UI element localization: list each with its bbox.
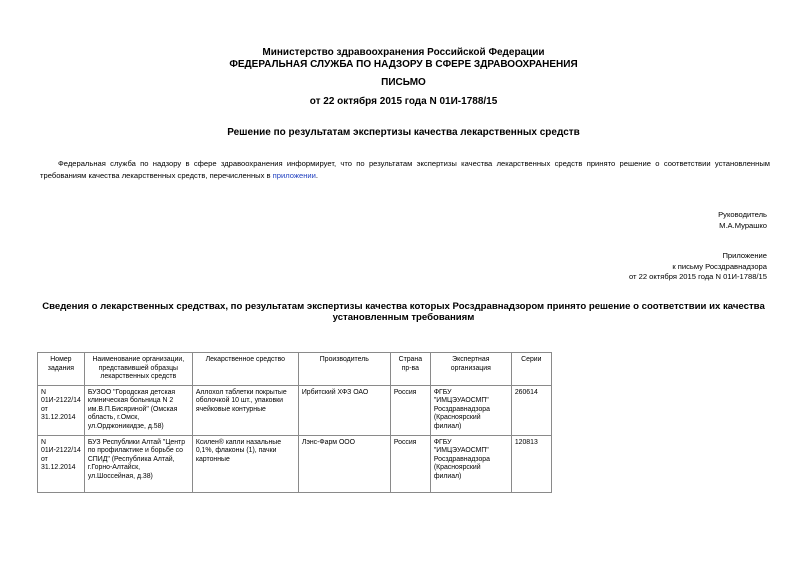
table-cell: БУЗОО "Городская детская клиническая больница N 2 им.В.П.Бисяриной" (Омская область, г.Омск, ул.Орджоникидзе, д.58)	[84, 385, 192, 435]
column-header: Страна пр-ва	[390, 353, 430, 386]
table-cell: Лэнс-Фарм ООО	[298, 435, 390, 492]
table-cell: Россия	[390, 435, 430, 492]
table-cell: N 01И-2122/14 от 31.12.2014	[38, 385, 85, 435]
table-cell: N 01И-2122/14 от 31.12.2014	[38, 435, 85, 492]
table-header-row	[38, 353, 552, 386]
appendix-label: Приложение	[722, 251, 767, 260]
appendix-link[interactable]: приложении	[272, 171, 316, 180]
column-header: Наименование организации, представившей образцы лекарственных средств	[84, 353, 192, 386]
medicines-table	[37, 352, 552, 493]
column-header: Лекарственное средство	[192, 353, 298, 386]
appendix-reference: к письму Росздравнадзора	[672, 262, 767, 271]
appendix-title-line-2: установленным требованиям	[332, 312, 475, 323]
document-subject: Решение по результатам экспертизы качества лекарственных средств	[227, 127, 580, 138]
column-header: Экспертная организация	[430, 353, 511, 386]
table-row	[38, 385, 552, 435]
column-header: Производитель	[298, 353, 390, 386]
body-paragraph	[40, 158, 770, 182]
table-cell: БУЗ Республики Алтай "Центр по профилактике и борьбе со СПИД" (Республика Алтай, г.Горно-Алтайск, ул.Шоссейная, д.38)	[84, 435, 192, 492]
column-header: Номер задания	[38, 353, 85, 386]
service-title: ФЕДЕРАЛЬНАЯ СЛУЖБА ПО НАДЗОРУ В СФЕРЕ ЗДРАВООХРАНЕНИЯ	[229, 59, 578, 70]
document-date-number: от 22 октября 2015 года N 01И-1788/15	[309, 96, 498, 107]
table-cell: Россия	[390, 385, 430, 435]
appendix-date-number: от 22 октября 2015 года N 01И-1788/15	[628, 272, 767, 281]
table-cell: 120813	[511, 435, 551, 492]
appendix-title-line-1: Сведения о лекарственных средствах, по результатам экспертизы качества которых Росздравнадзором принято решение о соответствии их качества	[42, 301, 765, 312]
table-cell: Ирбитский ХФЗ ОАО	[298, 385, 390, 435]
table-cell: Аллохол таблетки покрытые оболочкой 10 шт., упаковки ячейковые контурные	[192, 385, 298, 435]
table-cell: 260614	[511, 385, 551, 435]
column-header: Серии	[511, 353, 551, 386]
body-text-end: .	[315, 171, 318, 180]
table-cell: Ксилен® капли назальные 0,1%, флаконы (1), пачки картонные	[192, 435, 298, 492]
signature-name: М.А.Мурашко	[719, 221, 767, 230]
document-type: ПИСЬМО	[381, 77, 426, 88]
table-cell: ФГБУ "ИМЦЭУАОСМП" Росздравнадзора (Красноярский филиал)	[430, 435, 511, 492]
body-text: Федеральная служба по надзору в сфере здравоохранения информирует, что по результатам экспертизы качества лекарственных средств принято решение о соответствии установленным требованиям качества лекарственных средств, перечисленных в	[40, 159, 770, 180]
appendix-title	[0, 301, 807, 323]
table-cell: ФГБУ "ИМЦЭУАОСМП" Росздравнадзора (Красноярский филиал)	[430, 385, 511, 435]
ministry-title: Министерство здравоохранения Российской Федерации	[262, 47, 545, 58]
signature-position: Руководитель	[718, 210, 767, 219]
table-row	[38, 435, 552, 492]
